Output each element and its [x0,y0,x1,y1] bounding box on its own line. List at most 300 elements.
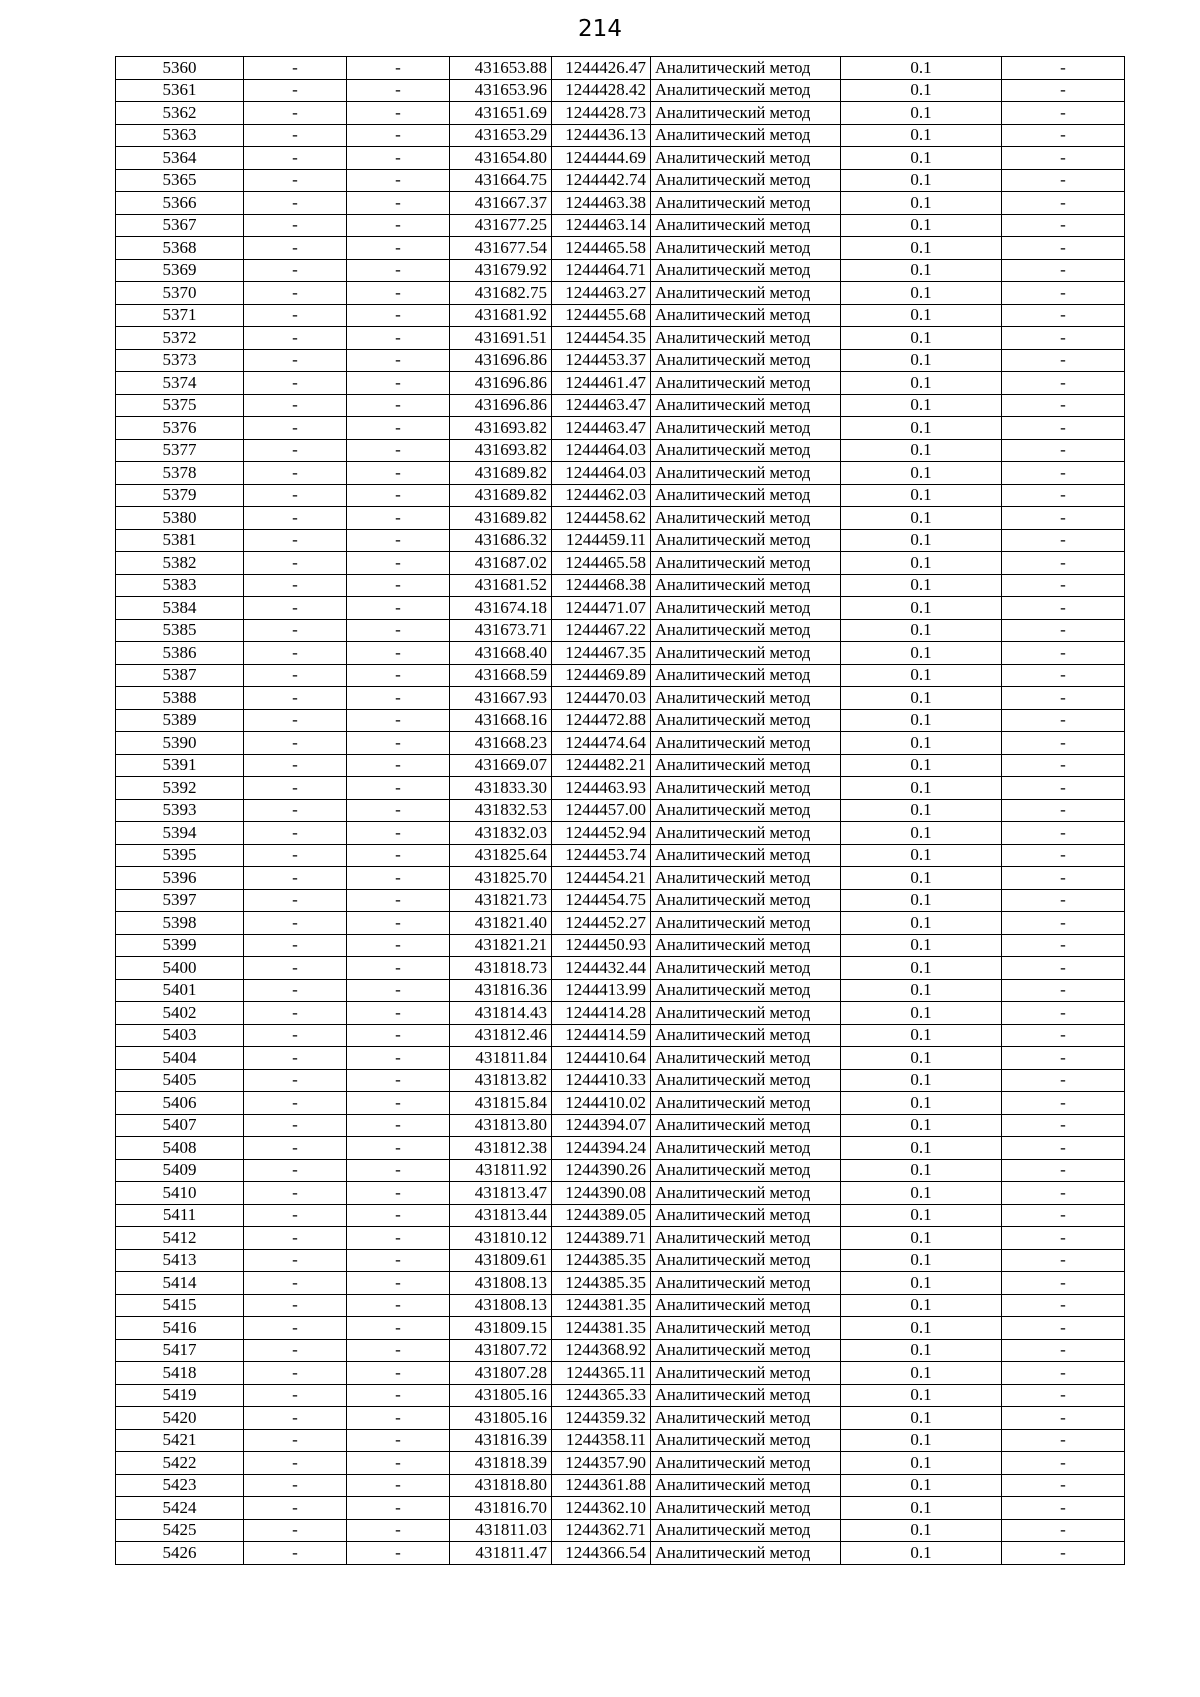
empty-cell-1: - [244,867,347,890]
empty-cell-2: - [347,1182,450,1205]
empty-cell-3: - [1002,1384,1125,1407]
empty-cell-2: - [347,57,450,80]
empty-cell-2: - [347,1429,450,1452]
empty-cell-2: - [347,1204,450,1227]
empty-cell-3: - [1002,214,1125,237]
empty-cell-2: - [347,462,450,485]
accuracy-cell: 0.1 [841,1047,1002,1070]
y-coordinate-cell: 1244385.35 [552,1272,651,1295]
accuracy-cell: 0.1 [841,1182,1002,1205]
table-row [116,1429,1125,1452]
x-coordinate-cell: 431816.39 [450,1429,552,1452]
accuracy-cell: 0.1 [841,597,1002,620]
method-cell: Аналитический метод [651,619,841,642]
empty-cell-2: - [347,1047,450,1070]
empty-cell-1: - [244,687,347,710]
method-cell: Аналитический метод [651,349,841,372]
table-row [116,1047,1125,1070]
empty-cell-2: - [347,1294,450,1317]
x-coordinate-cell: 431691.51 [450,327,552,350]
coordinates-table-body [116,57,1125,1565]
y-coordinate-cell: 1244389.05 [552,1204,651,1227]
point-number-cell: 5361 [116,79,244,102]
empty-cell-3: - [1002,529,1125,552]
empty-cell-3: - [1002,372,1125,395]
empty-cell-3: - [1002,1182,1125,1205]
page-number: 214 [578,16,622,42]
empty-cell-1: - [244,552,347,575]
method-cell: Аналитический метод [651,1407,841,1430]
table-row [116,552,1125,575]
y-coordinate-cell: 1244389.71 [552,1227,651,1250]
method-cell: Аналитический метод [651,192,841,215]
table-row [116,1317,1125,1340]
y-coordinate-cell: 1244467.35 [552,642,651,665]
accuracy-cell: 0.1 [841,147,1002,170]
empty-cell-1: - [244,1474,347,1497]
point-number-cell: 5390 [116,732,244,755]
table-row [116,237,1125,260]
empty-cell-1: - [244,1204,347,1227]
x-coordinate-cell: 431696.86 [450,394,552,417]
accuracy-cell: 0.1 [841,327,1002,350]
accuracy-cell: 0.1 [841,664,1002,687]
x-coordinate-cell: 431673.71 [450,619,552,642]
y-coordinate-cell: 1244464.03 [552,462,651,485]
point-number-cell: 5382 [116,552,244,575]
empty-cell-2: - [347,484,450,507]
accuracy-cell: 0.1 [841,529,1002,552]
empty-cell-3: - [1002,1339,1125,1362]
accuracy-cell: 0.1 [841,1317,1002,1340]
y-coordinate-cell: 1244442.74 [552,169,651,192]
empty-cell-1: - [244,574,347,597]
table-row [116,169,1125,192]
table-row [116,1272,1125,1295]
empty-cell-1: - [244,799,347,822]
point-number-cell: 5409 [116,1159,244,1182]
method-cell: Аналитический метод [651,304,841,327]
y-coordinate-cell: 1244471.07 [552,597,651,620]
accuracy-cell: 0.1 [841,484,1002,507]
accuracy-cell: 0.1 [841,102,1002,125]
point-number-cell: 5368 [116,237,244,260]
empty-cell-2: - [347,1407,450,1430]
empty-cell-2: - [347,597,450,620]
table-row [116,1519,1125,1542]
accuracy-cell: 0.1 [841,619,1002,642]
x-coordinate-cell: 431805.16 [450,1384,552,1407]
empty-cell-2: - [347,237,450,260]
x-coordinate-cell: 431809.61 [450,1249,552,1272]
method-cell: Аналитический метод [651,462,841,485]
empty-cell-2: - [347,1002,450,1025]
accuracy-cell: 0.1 [841,124,1002,147]
x-coordinate-cell: 431679.92 [450,259,552,282]
y-coordinate-cell: 1244453.37 [552,349,651,372]
empty-cell-2: - [347,642,450,665]
method-cell: Аналитический метод [651,1362,841,1385]
point-number-cell: 5386 [116,642,244,665]
table-row [116,1362,1125,1385]
empty-cell-1: - [244,507,347,530]
empty-cell-1: - [244,1024,347,1047]
empty-cell-1: - [244,214,347,237]
method-cell: Аналитический метод [651,1294,841,1317]
x-coordinate-cell: 431682.75 [450,282,552,305]
empty-cell-1: - [244,1339,347,1362]
y-coordinate-cell: 1244394.24 [552,1137,651,1160]
method-cell: Аналитический метод [651,709,841,732]
accuracy-cell: 0.1 [841,349,1002,372]
x-coordinate-cell: 431681.52 [450,574,552,597]
accuracy-cell: 0.1 [841,1362,1002,1385]
table-row [116,214,1125,237]
point-number-cell: 5411 [116,1204,244,1227]
empty-cell-3: - [1002,957,1125,980]
x-coordinate-cell: 431668.59 [450,664,552,687]
accuracy-cell: 0.1 [841,934,1002,957]
point-number-cell: 5378 [116,462,244,485]
point-number-cell: 5399 [116,934,244,957]
accuracy-cell: 0.1 [841,169,1002,192]
method-cell: Аналитический метод [651,1339,841,1362]
empty-cell-2: - [347,1137,450,1160]
y-coordinate-cell: 1244463.93 [552,777,651,800]
y-coordinate-cell: 1244459.11 [552,529,651,552]
x-coordinate-cell: 431808.13 [450,1294,552,1317]
empty-cell-1: - [244,957,347,980]
table-row [116,619,1125,642]
table-row [116,462,1125,485]
empty-cell-2: - [347,1519,450,1542]
y-coordinate-cell: 1244450.93 [552,934,651,957]
method-cell: Аналитический метод [651,1204,841,1227]
y-coordinate-cell: 1244362.71 [552,1519,651,1542]
empty-cell-2: - [347,1542,450,1565]
empty-cell-2: - [347,777,450,800]
empty-cell-3: - [1002,1137,1125,1160]
x-coordinate-cell: 431693.82 [450,439,552,462]
empty-cell-1: - [244,1114,347,1137]
empty-cell-3: - [1002,462,1125,485]
empty-cell-2: - [347,147,450,170]
y-coordinate-cell: 1244454.21 [552,867,651,890]
point-number-cell: 5407 [116,1114,244,1137]
x-coordinate-cell: 431689.82 [450,484,552,507]
point-number-cell: 5418 [116,1362,244,1385]
method-cell: Аналитический метод [651,1542,841,1565]
empty-cell-2: - [347,1114,450,1137]
x-coordinate-cell: 431833.30 [450,777,552,800]
x-coordinate-cell: 431664.75 [450,169,552,192]
empty-cell-2: - [347,1024,450,1047]
y-coordinate-cell: 1244410.64 [552,1047,651,1070]
accuracy-cell: 0.1 [841,214,1002,237]
method-cell: Аналитический метод [651,777,841,800]
empty-cell-3: - [1002,1362,1125,1385]
table-row [116,822,1125,845]
point-number-cell: 5425 [116,1519,244,1542]
empty-cell-2: - [347,79,450,102]
x-coordinate-cell: 431825.70 [450,867,552,890]
y-coordinate-cell: 1244359.32 [552,1407,651,1430]
empty-cell-2: - [347,552,450,575]
accuracy-cell: 0.1 [841,822,1002,845]
empty-cell-2: - [347,417,450,440]
point-number-cell: 5414 [116,1272,244,1295]
y-coordinate-cell: 1244455.68 [552,304,651,327]
point-number-cell: 5415 [116,1294,244,1317]
table-row [116,102,1125,125]
empty-cell-3: - [1002,1069,1125,1092]
empty-cell-1: - [244,1002,347,1025]
table-row [116,1294,1125,1317]
method-cell: Аналитический метод [651,1024,841,1047]
method-cell: Аналитический метод [651,1429,841,1452]
accuracy-cell: 0.1 [841,889,1002,912]
method-cell: Аналитический метод [651,394,841,417]
empty-cell-1: - [244,709,347,732]
empty-cell-2: - [347,507,450,530]
coordinates-table [115,56,1125,1565]
empty-cell-2: - [347,1384,450,1407]
x-coordinate-cell: 431669.07 [450,754,552,777]
empty-cell-3: - [1002,484,1125,507]
method-cell: Аналитический метод [651,1497,841,1520]
y-coordinate-cell: 1244461.47 [552,372,651,395]
empty-cell-1: - [244,1429,347,1452]
empty-cell-1: - [244,1519,347,1542]
empty-cell-3: - [1002,664,1125,687]
x-coordinate-cell: 431825.64 [450,844,552,867]
point-number-cell: 5364 [116,147,244,170]
y-coordinate-cell: 1244472.88 [552,709,651,732]
empty-cell-2: - [347,867,450,890]
point-number-cell: 5417 [116,1339,244,1362]
point-number-cell: 5396 [116,867,244,890]
accuracy-cell: 0.1 [841,1542,1002,1565]
accuracy-cell: 0.1 [841,1429,1002,1452]
accuracy-cell: 0.1 [841,1092,1002,1115]
y-coordinate-cell: 1244468.38 [552,574,651,597]
accuracy-cell: 0.1 [841,1137,1002,1160]
x-coordinate-cell: 431654.80 [450,147,552,170]
y-coordinate-cell: 1244465.58 [552,552,651,575]
empty-cell-2: - [347,574,450,597]
x-coordinate-cell: 431809.15 [450,1317,552,1340]
y-coordinate-cell: 1244444.69 [552,147,651,170]
point-number-cell: 5402 [116,1002,244,1025]
accuracy-cell: 0.1 [841,1249,1002,1272]
empty-cell-3: - [1002,1227,1125,1250]
accuracy-cell: 0.1 [841,304,1002,327]
empty-cell-1: - [244,394,347,417]
x-coordinate-cell: 431832.53 [450,799,552,822]
x-coordinate-cell: 431810.12 [450,1227,552,1250]
accuracy-cell: 0.1 [841,552,1002,575]
method-cell: Аналитический метод [651,1249,841,1272]
empty-cell-3: - [1002,889,1125,912]
y-coordinate-cell: 1244454.75 [552,889,651,912]
empty-cell-1: - [244,102,347,125]
accuracy-cell: 0.1 [841,642,1002,665]
empty-cell-3: - [1002,1497,1125,1520]
method-cell: Аналитический метод [651,1272,841,1295]
y-coordinate-cell: 1244482.21 [552,754,651,777]
empty-cell-2: - [347,1069,450,1092]
table-row [116,79,1125,102]
table-row [116,147,1125,170]
table-row [116,1407,1125,1430]
y-coordinate-cell: 1244413.99 [552,979,651,1002]
x-coordinate-cell: 431805.16 [450,1407,552,1430]
x-coordinate-cell: 431813.47 [450,1182,552,1205]
x-coordinate-cell: 431818.39 [450,1452,552,1475]
table-row [116,664,1125,687]
accuracy-cell: 0.1 [841,417,1002,440]
empty-cell-2: - [347,124,450,147]
empty-cell-3: - [1002,1092,1125,1115]
table-row [116,1384,1125,1407]
table-row [116,1249,1125,1272]
empty-cell-1: - [244,1407,347,1430]
y-coordinate-cell: 1244463.14 [552,214,651,237]
point-number-cell: 5370 [116,282,244,305]
y-coordinate-cell: 1244432.44 [552,957,651,980]
y-coordinate-cell: 1244436.13 [552,124,651,147]
method-cell: Аналитический метод [651,327,841,350]
empty-cell-1: - [244,327,347,350]
empty-cell-2: - [347,439,450,462]
empty-cell-1: - [244,979,347,1002]
y-coordinate-cell: 1244362.10 [552,1497,651,1520]
table-row [116,709,1125,732]
empty-cell-2: - [347,1227,450,1250]
method-cell: Аналитический метод [651,934,841,957]
accuracy-cell: 0.1 [841,79,1002,102]
empty-cell-1: - [244,237,347,260]
method-cell: Аналитический метод [651,957,841,980]
table-row [116,844,1125,867]
empty-cell-3: - [1002,799,1125,822]
x-coordinate-cell: 431668.40 [450,642,552,665]
empty-cell-3: - [1002,1204,1125,1227]
y-coordinate-cell: 1244474.64 [552,732,651,755]
empty-cell-3: - [1002,597,1125,620]
method-cell: Аналитический метод [651,1092,841,1115]
y-coordinate-cell: 1244469.89 [552,664,651,687]
method-cell: Аналитический метод [651,79,841,102]
table-row [116,349,1125,372]
empty-cell-3: - [1002,1519,1125,1542]
point-number-cell: 5387 [116,664,244,687]
empty-cell-1: - [244,304,347,327]
accuracy-cell: 0.1 [841,57,1002,80]
y-coordinate-cell: 1244385.35 [552,1249,651,1272]
empty-cell-3: - [1002,102,1125,125]
y-coordinate-cell: 1244428.73 [552,102,651,125]
empty-cell-2: - [347,1339,450,1362]
empty-cell-3: - [1002,619,1125,642]
x-coordinate-cell: 431816.36 [450,979,552,1002]
y-coordinate-cell: 1244453.74 [552,844,651,867]
point-number-cell: 5365 [116,169,244,192]
x-coordinate-cell: 431814.43 [450,1002,552,1025]
x-coordinate-cell: 431818.73 [450,957,552,980]
table-row [116,529,1125,552]
method-cell: Аналитический метод [651,372,841,395]
empty-cell-3: - [1002,867,1125,890]
y-coordinate-cell: 1244467.22 [552,619,651,642]
method-cell: Аналитический метод [651,979,841,1002]
y-coordinate-cell: 1244464.71 [552,259,651,282]
table-row [116,957,1125,980]
point-number-cell: 5385 [116,619,244,642]
method-cell: Аналитический метод [651,1519,841,1542]
empty-cell-3: - [1002,1024,1125,1047]
accuracy-cell: 0.1 [841,979,1002,1002]
point-number-cell: 5363 [116,124,244,147]
y-coordinate-cell: 1244366.54 [552,1542,651,1565]
empty-cell-2: - [347,619,450,642]
empty-cell-1: - [244,1294,347,1317]
empty-cell-3: - [1002,754,1125,777]
accuracy-cell: 0.1 [841,1204,1002,1227]
empty-cell-1: - [244,169,347,192]
empty-cell-3: - [1002,169,1125,192]
point-number-cell: 5404 [116,1047,244,1070]
point-number-cell: 5360 [116,57,244,80]
empty-cell-1: - [244,732,347,755]
method-cell: Аналитический метод [651,1159,841,1182]
x-coordinate-cell: 431821.73 [450,889,552,912]
accuracy-cell: 0.1 [841,282,1002,305]
empty-cell-3: - [1002,147,1125,170]
method-cell: Аналитический метод [651,1137,841,1160]
empty-cell-3: - [1002,327,1125,350]
accuracy-cell: 0.1 [841,957,1002,980]
method-cell: Аналитический метод [651,754,841,777]
table-row [116,439,1125,462]
method-cell: Аналитический метод [651,439,841,462]
y-coordinate-cell: 1244457.00 [552,799,651,822]
y-coordinate-cell: 1244390.26 [552,1159,651,1182]
x-coordinate-cell: 431667.37 [450,192,552,215]
table-row [116,259,1125,282]
method-cell: Аналитический метод [651,1069,841,1092]
empty-cell-2: - [347,102,450,125]
y-coordinate-cell: 1244365.33 [552,1384,651,1407]
empty-cell-2: - [347,327,450,350]
empty-cell-2: - [347,1452,450,1475]
empty-cell-3: - [1002,439,1125,462]
accuracy-cell: 0.1 [841,372,1002,395]
empty-cell-1: - [244,619,347,642]
method-cell: Аналитический метод [651,1317,841,1340]
empty-cell-3: - [1002,934,1125,957]
empty-cell-1: - [244,912,347,935]
table-row [116,1137,1125,1160]
empty-cell-3: - [1002,1114,1125,1137]
table-row [116,282,1125,305]
empty-cell-2: - [347,372,450,395]
empty-cell-1: - [244,777,347,800]
empty-cell-2: - [347,1249,450,1272]
y-coordinate-cell: 1244458.62 [552,507,651,530]
empty-cell-3: - [1002,192,1125,215]
method-cell: Аналитический метод [651,282,841,305]
